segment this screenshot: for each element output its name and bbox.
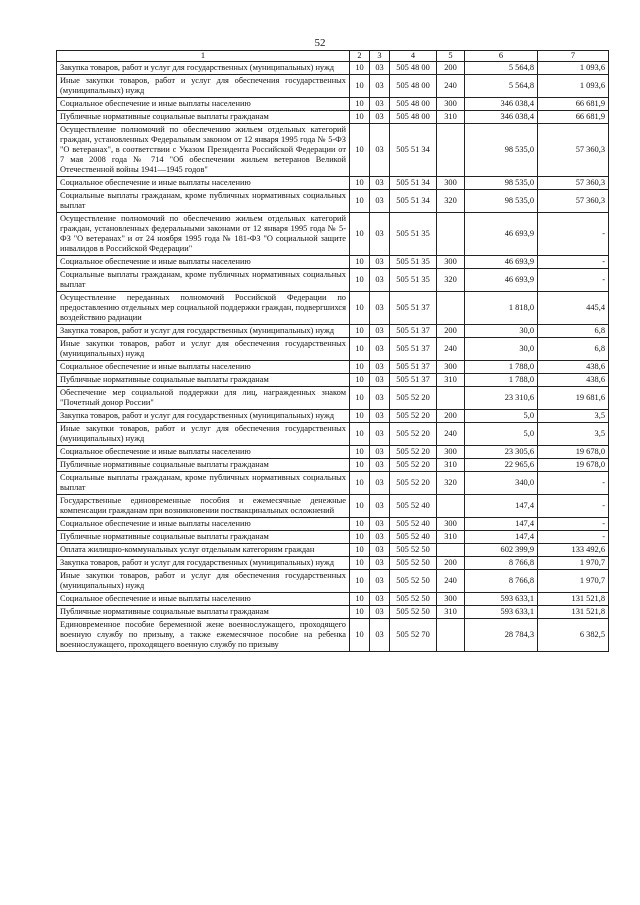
item-name: Социальное обеспечение и иные выплаты населению: [57, 518, 350, 531]
amount-value: 5,0: [465, 423, 538, 446]
target-item-code: 505 51 37: [390, 374, 437, 387]
page-number: 52: [314, 37, 326, 49]
item-name: Иные закупки товаров, работ и услуг для обеспечения государственных (муниципальных) нужд: [57, 75, 350, 98]
amount-value: 30,0: [465, 338, 538, 361]
secondary-amount-value: 66 681,9: [538, 111, 609, 124]
secondary-amount-value: -: [538, 269, 609, 292]
item-name: Государственные единовременные пособия и ежемесячные денежные компенсации гражданам при возникновении поствакцинальных осложнений: [57, 495, 350, 518]
target-item-code: 505 51 35: [390, 269, 437, 292]
secondary-amount-value: -: [538, 256, 609, 269]
secondary-amount-value: 57 360,3: [538, 177, 609, 190]
budget-table: [56, 50, 609, 652]
item-name: Публичные нормативные социальные выплаты гражданам: [57, 606, 350, 619]
section-code: 10: [350, 459, 370, 472]
table-row: [57, 374, 609, 387]
subsection-code: 03: [370, 570, 390, 593]
expense-type-code: 310: [437, 111, 465, 124]
section-code: 10: [350, 606, 370, 619]
secondary-amount-value: 6 382,5: [538, 619, 609, 652]
secondary-amount-value: 131 521,8: [538, 593, 609, 606]
item-name: Социальные выплаты гражданам, кроме публичных нормативных социальных выплат: [57, 472, 350, 495]
target-item-code: 505 48 00: [390, 62, 437, 75]
secondary-amount-value: 445,4: [538, 292, 609, 325]
secondary-amount-value: 57 360,3: [538, 190, 609, 213]
section-code: 10: [350, 557, 370, 570]
section-code: 10: [350, 177, 370, 190]
subsection-code: 03: [370, 446, 390, 459]
section-code: 10: [350, 531, 370, 544]
section-code: 10: [350, 374, 370, 387]
section-code: 10: [350, 190, 370, 213]
amount-value: 8 766,8: [465, 557, 538, 570]
amount-value: 147,4: [465, 495, 538, 518]
item-name: Оплата жилищно-коммунальных услуг отдельным категориям граждан: [57, 544, 350, 557]
expense-type-code: 310: [437, 459, 465, 472]
target-item-code: 505 51 37: [390, 325, 437, 338]
target-item-code: 505 52 20: [390, 387, 437, 410]
amount-value: 340,0: [465, 472, 538, 495]
item-name: Закупка товаров, работ и услуг для государственных (муниципальных) нужд: [57, 325, 350, 338]
target-item-code: 505 52 50: [390, 570, 437, 593]
subsection-code: 03: [370, 459, 390, 472]
section-code: 10: [350, 446, 370, 459]
secondary-amount-value: 438,6: [538, 361, 609, 374]
expense-type-code: 240: [437, 570, 465, 593]
subsection-code: 03: [370, 338, 390, 361]
item-name: Осуществление полномочий по обеспечению жильем отдельных категорий граждан, установленных федеральными законами от 12 января 1995 года № 5-ФЗ "О ветеранах" и от 24 ноября 1995 года № 181-ФЗ "О социальной защите инвалидов в Российской Федерации": [57, 213, 350, 256]
table-row: [57, 387, 609, 410]
item-name: Публичные нормативные социальные выплаты гражданам: [57, 459, 350, 472]
secondary-amount-value: 6,8: [538, 325, 609, 338]
expense-type-code: 310: [437, 606, 465, 619]
item-name: Социальные выплаты гражданам, кроме публичных нормативных социальных выплат: [57, 190, 350, 213]
target-item-code: 505 51 34: [390, 124, 437, 177]
subsection-code: 03: [370, 190, 390, 213]
secondary-amount-value: -: [538, 518, 609, 531]
section-code: 10: [350, 269, 370, 292]
target-item-code: 505 52 20: [390, 446, 437, 459]
expense-type-code: 300: [437, 98, 465, 111]
amount-value: 5,0: [465, 410, 538, 423]
subsection-code: 03: [370, 269, 390, 292]
expense-type-code: [437, 544, 465, 557]
expense-type-code: 240: [437, 423, 465, 446]
subsection-code: 03: [370, 213, 390, 256]
item-name: Социальное обеспечение и иные выплаты населению: [57, 593, 350, 606]
table-row: [57, 518, 609, 531]
amount-value: 346 038,4: [465, 111, 538, 124]
item-name: Публичные нормативные социальные выплаты гражданам: [57, 531, 350, 544]
expense-type-code: 300: [437, 256, 465, 269]
table-row: [57, 111, 609, 124]
subsection-code: 03: [370, 124, 390, 177]
amount-value: 147,4: [465, 531, 538, 544]
secondary-amount-value: 3,5: [538, 410, 609, 423]
target-item-code: 505 48 00: [390, 98, 437, 111]
amount-value: 147,4: [465, 518, 538, 531]
secondary-amount-value: 133 492,6: [538, 544, 609, 557]
subsection-code: 03: [370, 256, 390, 269]
table-header-row: [57, 51, 609, 62]
table-row: [57, 446, 609, 459]
section-code: 10: [350, 518, 370, 531]
amount-value: 5 564,8: [465, 62, 538, 75]
expense-type-code: 300: [437, 177, 465, 190]
expense-type-code: 240: [437, 75, 465, 98]
target-item-code: 505 52 50: [390, 593, 437, 606]
item-name: Закупка товаров, работ и услуг для государственных (муниципальных) нужд: [57, 62, 350, 75]
expense-type-code: [437, 495, 465, 518]
secondary-amount-value: 57 360,3: [538, 124, 609, 177]
item-name: Социальное обеспечение и иные выплаты населению: [57, 177, 350, 190]
expense-type-code: 300: [437, 361, 465, 374]
secondary-amount-value: 66 681,9: [538, 98, 609, 111]
section-code: 10: [350, 570, 370, 593]
section-code: 10: [350, 256, 370, 269]
amount-value: 1 788,0: [465, 374, 538, 387]
item-name: Обеспечение мер социальной поддержки для лиц, награжденных знаком "Почетный донор России": [57, 387, 350, 410]
item-name: Социальное обеспечение и иные выплаты населению: [57, 98, 350, 111]
table-row: [57, 292, 609, 325]
target-item-code: 505 51 37: [390, 338, 437, 361]
section-code: 10: [350, 325, 370, 338]
secondary-amount-value: 1 970,7: [538, 557, 609, 570]
secondary-amount-value: 131 521,8: [538, 606, 609, 619]
amount-value: 23 305,6: [465, 446, 538, 459]
expense-type-code: 320: [437, 472, 465, 495]
secondary-amount-value: 6,8: [538, 338, 609, 361]
column-header: 7: [538, 51, 609, 62]
amount-value: 593 633,1: [465, 606, 538, 619]
amount-value: 46 693,9: [465, 213, 538, 256]
section-code: 10: [350, 338, 370, 361]
subsection-code: 03: [370, 111, 390, 124]
item-name: Осуществление полномочий по обеспечению жильем отдельных категорий граждан, установленных Федеральным законом от 12 января 1995 года № 5-ФЗ "О ветеранах", в соответствии с Указом Президента Российской Федерации от 7 мая 2008 года № 714 "Об обеспечении жильем ветеранов Великой Отечественной войны 1941—1945 годов": [57, 124, 350, 177]
table-row: [57, 338, 609, 361]
amount-value: 8 766,8: [465, 570, 538, 593]
subsection-code: 03: [370, 557, 390, 570]
table-row: [57, 495, 609, 518]
target-item-code: 505 52 20: [390, 459, 437, 472]
expense-type-code: [437, 292, 465, 325]
subsection-code: 03: [370, 98, 390, 111]
table-row: [57, 256, 609, 269]
column-header: 5: [437, 51, 465, 62]
expense-type-code: 300: [437, 446, 465, 459]
subsection-code: 03: [370, 472, 390, 495]
amount-value: 346 038,4: [465, 98, 538, 111]
subsection-code: 03: [370, 619, 390, 652]
target-item-code: 505 52 20: [390, 423, 437, 446]
expense-type-code: 200: [437, 62, 465, 75]
item-name: Социальное обеспечение и иные выплаты населению: [57, 446, 350, 459]
secondary-amount-value: -: [538, 213, 609, 256]
expense-type-code: [437, 619, 465, 652]
secondary-amount-value: 3,5: [538, 423, 609, 446]
target-item-code: 505 51 37: [390, 361, 437, 374]
table-row: [57, 570, 609, 593]
target-item-code: 505 52 20: [390, 410, 437, 423]
secondary-amount-value: 1 970,7: [538, 570, 609, 593]
item-name: Публичные нормативные социальные выплаты гражданам: [57, 111, 350, 124]
item-name: Социальные выплаты гражданам, кроме публичных нормативных социальных выплат: [57, 269, 350, 292]
section-code: 10: [350, 544, 370, 557]
expense-type-code: 200: [437, 557, 465, 570]
secondary-amount-value: 19 678,0: [538, 446, 609, 459]
table-row: [57, 190, 609, 213]
subsection-code: 03: [370, 531, 390, 544]
table-row: [57, 124, 609, 177]
target-item-code: 505 52 70: [390, 619, 437, 652]
item-name: Иные закупки товаров, работ и услуг для обеспечения государственных (муниципальных) нужд: [57, 423, 350, 446]
secondary-amount-value: -: [538, 495, 609, 518]
target-item-code: 505 51 37: [390, 292, 437, 325]
secondary-amount-value: 19 678,0: [538, 459, 609, 472]
item-name: Осуществление переданных полномочий Российской Федерации по предоставлению отдельных мер социальной поддержки граждан, подвергшихся воздействию радиации: [57, 292, 350, 325]
expense-type-code: 310: [437, 374, 465, 387]
subsection-code: 03: [370, 423, 390, 446]
column-header: 6: [465, 51, 538, 62]
expense-type-code: 320: [437, 269, 465, 292]
target-item-code: 505 52 50: [390, 557, 437, 570]
table-row: [57, 472, 609, 495]
subsection-code: 03: [370, 593, 390, 606]
secondary-amount-value: 1 093,6: [538, 75, 609, 98]
column-header: 4: [390, 51, 437, 62]
table-row: [57, 557, 609, 570]
subsection-code: 03: [370, 361, 390, 374]
subsection-code: 03: [370, 177, 390, 190]
table-row: [57, 423, 609, 446]
table-row: [57, 619, 609, 652]
section-code: 10: [350, 98, 370, 111]
target-item-code: 505 51 35: [390, 213, 437, 256]
table-row: [57, 544, 609, 557]
target-item-code: 505 51 35: [390, 256, 437, 269]
section-code: 10: [350, 495, 370, 518]
table-row: [57, 98, 609, 111]
item-name: Закупка товаров, работ и услуг для государственных (муниципальных) нужд: [57, 557, 350, 570]
table-row: [57, 62, 609, 75]
amount-value: 98 535,0: [465, 124, 538, 177]
section-code: 10: [350, 292, 370, 325]
section-code: 10: [350, 213, 370, 256]
expense-type-code: 200: [437, 325, 465, 338]
expense-type-code: [437, 124, 465, 177]
expense-type-code: 310: [437, 531, 465, 544]
subsection-code: 03: [370, 387, 390, 410]
item-name: Закупка товаров, работ и услуг для государственных (муниципальных) нужд: [57, 410, 350, 423]
subsection-code: 03: [370, 495, 390, 518]
section-code: 10: [350, 593, 370, 606]
section-code: 10: [350, 423, 370, 446]
section-code: 10: [350, 387, 370, 410]
section-code: 10: [350, 124, 370, 177]
item-name: Иные закупки товаров, работ и услуг для обеспечения государственных (муниципальных) нужд: [57, 570, 350, 593]
expense-type-code: 300: [437, 518, 465, 531]
target-item-code: 505 52 50: [390, 606, 437, 619]
subsection-code: 03: [370, 374, 390, 387]
amount-value: 602 399,9: [465, 544, 538, 557]
table-row: [57, 269, 609, 292]
target-item-code: 505 51 34: [390, 190, 437, 213]
amount-value: 22 965,6: [465, 459, 538, 472]
target-item-code: 505 52 40: [390, 495, 437, 518]
target-item-code: 505 48 00: [390, 111, 437, 124]
table-row: [57, 531, 609, 544]
amount-value: 5 564,8: [465, 75, 538, 98]
item-name: Социальное обеспечение и иные выплаты населению: [57, 256, 350, 269]
subsection-code: 03: [370, 410, 390, 423]
amount-value: 98 535,0: [465, 190, 538, 213]
expense-type-code: [437, 387, 465, 410]
column-header: 1: [57, 51, 350, 62]
amount-value: 593 633,1: [465, 593, 538, 606]
secondary-amount-value: 1 093,6: [538, 62, 609, 75]
table-row: [57, 213, 609, 256]
item-name: Иные закупки товаров, работ и услуг для обеспечения государственных (муниципальных) нужд: [57, 338, 350, 361]
item-name: Единовременное пособие беременной жене военнослужащего, проходящего военную службу по призыву, а также ежемесячное пособие на ребенка военнослужащего, проходящего военную службу по призыву: [57, 619, 350, 652]
target-item-code: 505 52 40: [390, 518, 437, 531]
subsection-code: 03: [370, 325, 390, 338]
amount-value: 28 784,3: [465, 619, 538, 652]
subsection-code: 03: [370, 518, 390, 531]
target-item-code: 505 52 50: [390, 544, 437, 557]
table-row: [57, 75, 609, 98]
table-row: [57, 361, 609, 374]
table-row: [57, 325, 609, 338]
amount-value: 46 693,9: [465, 256, 538, 269]
table-row: [57, 410, 609, 423]
section-code: 10: [350, 62, 370, 75]
secondary-amount-value: 438,6: [538, 374, 609, 387]
expense-type-code: [437, 213, 465, 256]
secondary-amount-value: -: [538, 531, 609, 544]
section-code: 10: [350, 619, 370, 652]
table-row: [57, 606, 609, 619]
section-code: 10: [350, 410, 370, 423]
subsection-code: 03: [370, 544, 390, 557]
section-code: 10: [350, 111, 370, 124]
amount-value: 1 818,0: [465, 292, 538, 325]
target-item-code: 505 51 34: [390, 177, 437, 190]
amount-value: 1 788,0: [465, 361, 538, 374]
amount-value: 46 693,9: [465, 269, 538, 292]
target-item-code: 505 52 20: [390, 472, 437, 495]
subsection-code: 03: [370, 292, 390, 325]
column-header: 2: [350, 51, 370, 62]
subsection-code: 03: [370, 606, 390, 619]
expense-type-code: 320: [437, 190, 465, 213]
amount-value: 23 310,6: [465, 387, 538, 410]
secondary-amount-value: -: [538, 472, 609, 495]
item-name: Социальное обеспечение и иные выплаты населению: [57, 361, 350, 374]
expense-type-code: 300: [437, 593, 465, 606]
subsection-code: 03: [370, 75, 390, 98]
table-row: [57, 177, 609, 190]
subsection-code: 03: [370, 62, 390, 75]
section-code: 10: [350, 472, 370, 495]
table-row: [57, 593, 609, 606]
expense-type-code: 200: [437, 410, 465, 423]
amount-value: 30,0: [465, 325, 538, 338]
target-item-code: 505 48 00: [390, 75, 437, 98]
item-name: Публичные нормативные социальные выплаты гражданам: [57, 374, 350, 387]
secondary-amount-value: 19 681,6: [538, 387, 609, 410]
amount-value: 98 535,0: [465, 177, 538, 190]
section-code: 10: [350, 75, 370, 98]
column-header: 3: [370, 51, 390, 62]
expense-type-code: 240: [437, 338, 465, 361]
section-code: 10: [350, 361, 370, 374]
target-item-code: 505 52 40: [390, 531, 437, 544]
table-row: [57, 459, 609, 472]
